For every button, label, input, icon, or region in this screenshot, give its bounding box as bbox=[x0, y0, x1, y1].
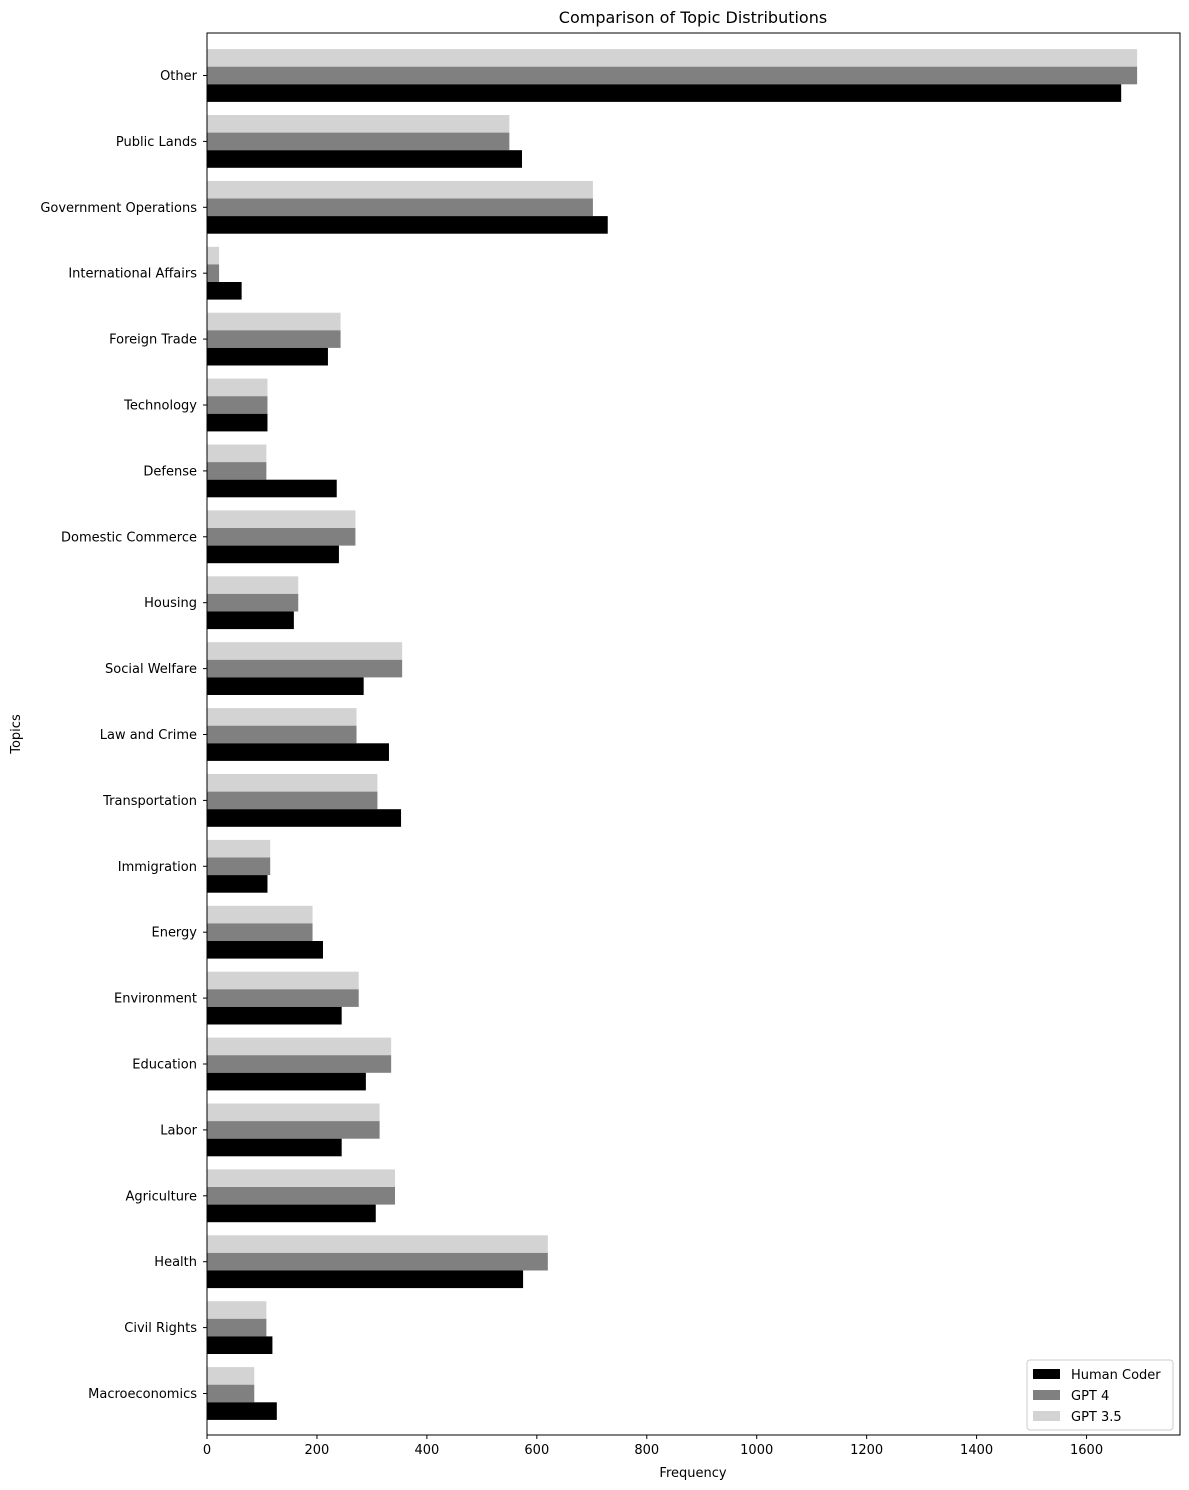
y-tick-label: Transportation bbox=[103, 793, 197, 809]
bar-gpt-3-5-labor bbox=[207, 1104, 380, 1122]
bar-gpt-4-government-operations bbox=[207, 199, 593, 217]
bar-gpt-4-education bbox=[207, 1055, 391, 1073]
bar-human-coder-agriculture bbox=[207, 1205, 376, 1223]
bar-human-coder-civil-rights bbox=[207, 1336, 272, 1354]
bar-gpt-3-5-law-and-crime bbox=[207, 708, 357, 726]
bar-gpt-3-5-foreign-trade bbox=[207, 313, 341, 331]
bar-gpt-3-5-technology bbox=[207, 379, 267, 397]
bar-human-coder-education bbox=[207, 1073, 366, 1091]
bar-human-coder-transportation bbox=[207, 809, 401, 827]
y-tick-label: Macroeconomics bbox=[88, 1387, 197, 1402]
y-tick-label: Other bbox=[160, 69, 197, 84]
y-tick-label: Energy bbox=[151, 925, 197, 941]
bar-gpt-3-5-domestic-commerce bbox=[207, 510, 355, 528]
bar-gpt-3-5-civil-rights bbox=[207, 1301, 266, 1319]
plot-area bbox=[207, 49, 1137, 1420]
bar-gpt-3-5-transportation bbox=[207, 774, 377, 792]
bar-gpt-3-5-immigration bbox=[207, 840, 270, 858]
legend-label: Human Coder bbox=[1071, 1368, 1161, 1383]
bar-human-coder-energy bbox=[207, 941, 323, 959]
y-tick-label: Law and Crime bbox=[99, 728, 197, 743]
y-tick-label: Technology bbox=[124, 398, 197, 414]
bar-gpt-3-5-agriculture bbox=[207, 1169, 395, 1187]
chart-title: Comparison of Topic Distributions bbox=[558, 8, 828, 27]
bar-gpt-4-technology bbox=[207, 396, 267, 414]
x-tick-label: 1200 bbox=[850, 1443, 884, 1458]
bar-gpt-3-5-international-affairs bbox=[207, 247, 219, 265]
bar-gpt-4-energy bbox=[207, 923, 313, 941]
bar-human-coder-health bbox=[207, 1271, 523, 1289]
y-tick-label: Public Lands bbox=[115, 134, 197, 150]
bar-gpt-4-civil-rights bbox=[207, 1319, 266, 1337]
x-axis-label: Frequency bbox=[659, 1466, 727, 1481]
bar-gpt-4-domestic-commerce bbox=[207, 528, 355, 546]
bar-gpt-4-social-welfare bbox=[207, 660, 402, 678]
bar-gpt-3-5-environment bbox=[207, 972, 359, 990]
x-tick-label: 1400 bbox=[960, 1443, 994, 1458]
y-axis-label: Topics bbox=[9, 714, 24, 754]
bar-gpt-3-5-energy bbox=[207, 906, 313, 924]
bar-human-coder-international-affairs bbox=[207, 282, 242, 300]
bar-gpt-4-macroeconomics bbox=[207, 1385, 254, 1403]
y-tick-label: Environment bbox=[113, 991, 197, 1007]
bar-gpt-4-labor bbox=[207, 1121, 380, 1139]
y-tick-label: Health bbox=[154, 1255, 197, 1271]
x-tick-label: 1000 bbox=[740, 1443, 774, 1458]
bar-gpt-4-health bbox=[207, 1253, 548, 1271]
y-tick-label: Immigration bbox=[117, 859, 197, 875]
legend-swatch bbox=[1033, 1390, 1060, 1400]
x-axis bbox=[203, 1435, 1103, 1458]
bar-human-coder-foreign-trade bbox=[207, 348, 328, 366]
y-tick-label: Government Operations bbox=[40, 200, 197, 216]
legend-swatch bbox=[1033, 1411, 1060, 1421]
y-tick-label: Social Welfare bbox=[105, 662, 197, 678]
bar-human-coder-macroeconomics bbox=[207, 1402, 277, 1420]
x-tick-label: 400 bbox=[414, 1443, 440, 1458]
y-tick-label: Labor bbox=[160, 1123, 197, 1139]
bar-gpt-3-5-social-welfare bbox=[207, 642, 402, 660]
bar-gpt-4-other bbox=[207, 67, 1137, 85]
y-tick-label: Civil Rights bbox=[124, 1321, 197, 1337]
bar-gpt-3-5-macroeconomics bbox=[207, 1367, 254, 1385]
bar-gpt-3-5-public-lands bbox=[207, 115, 509, 133]
bar-human-coder-environment bbox=[207, 1007, 342, 1025]
y-tick-label: International Affairs bbox=[68, 266, 197, 282]
y-tick-label: Domestic Commerce bbox=[61, 530, 197, 546]
bar-gpt-4-foreign-trade bbox=[207, 330, 341, 348]
bar-gpt-4-law-and-crime bbox=[207, 726, 357, 744]
bar-gpt-3-5-defense bbox=[207, 445, 266, 463]
bar-gpt-4-international-affairs bbox=[207, 264, 219, 282]
bar-gpt-4-housing bbox=[207, 594, 298, 612]
bar-gpt-3-5-government-operations bbox=[207, 181, 593, 199]
bar-gpt-3-5-housing bbox=[207, 576, 298, 594]
bar-human-coder-government-operations bbox=[207, 216, 608, 234]
bar-gpt-3-5-other bbox=[207, 49, 1137, 67]
legend-label: GPT 3.5 bbox=[1071, 1410, 1122, 1425]
x-tick-label: 200 bbox=[304, 1443, 330, 1458]
bar-gpt-3-5-education bbox=[207, 1038, 391, 1056]
bar-human-coder-defense bbox=[207, 480, 337, 498]
bar-gpt-4-defense bbox=[207, 462, 266, 480]
bar-human-coder-other bbox=[207, 84, 1121, 102]
x-tick-label: 1600 bbox=[1070, 1443, 1104, 1458]
legend bbox=[1027, 1360, 1173, 1430]
y-tick-label: Foreign Trade bbox=[109, 332, 197, 348]
bar-gpt-3-5-health bbox=[207, 1235, 548, 1253]
bar-human-coder-technology bbox=[207, 414, 267, 432]
y-tick-label: Housing bbox=[144, 596, 197, 612]
bar-gpt-4-environment bbox=[207, 989, 359, 1007]
bar-gpt-4-transportation bbox=[207, 792, 377, 810]
y-tick-label: Agriculture bbox=[125, 1189, 197, 1205]
y-axis bbox=[40, 69, 207, 1402]
bar-human-coder-housing bbox=[207, 612, 294, 630]
bar-human-coder-domestic-commerce bbox=[207, 546, 339, 564]
bar-human-coder-immigration bbox=[207, 875, 267, 893]
bar-human-coder-public-lands bbox=[207, 150, 522, 168]
x-tick-label: 800 bbox=[634, 1443, 660, 1458]
bar-gpt-4-public-lands bbox=[207, 133, 509, 151]
bar-gpt-4-agriculture bbox=[207, 1187, 395, 1205]
bar-human-coder-labor bbox=[207, 1139, 342, 1157]
x-tick-label: 0 bbox=[202, 1443, 212, 1458]
y-tick-label: Education bbox=[132, 1057, 197, 1073]
bar-human-coder-social-welfare bbox=[207, 677, 364, 695]
y-tick-label: Defense bbox=[143, 464, 197, 480]
bar-human-coder-law-and-crime bbox=[207, 743, 389, 761]
bar-gpt-4-immigration bbox=[207, 858, 270, 876]
legend-swatch bbox=[1033, 1369, 1060, 1379]
x-tick-label: 600 bbox=[524, 1443, 550, 1458]
legend-label: GPT 4 bbox=[1071, 1389, 1110, 1404]
